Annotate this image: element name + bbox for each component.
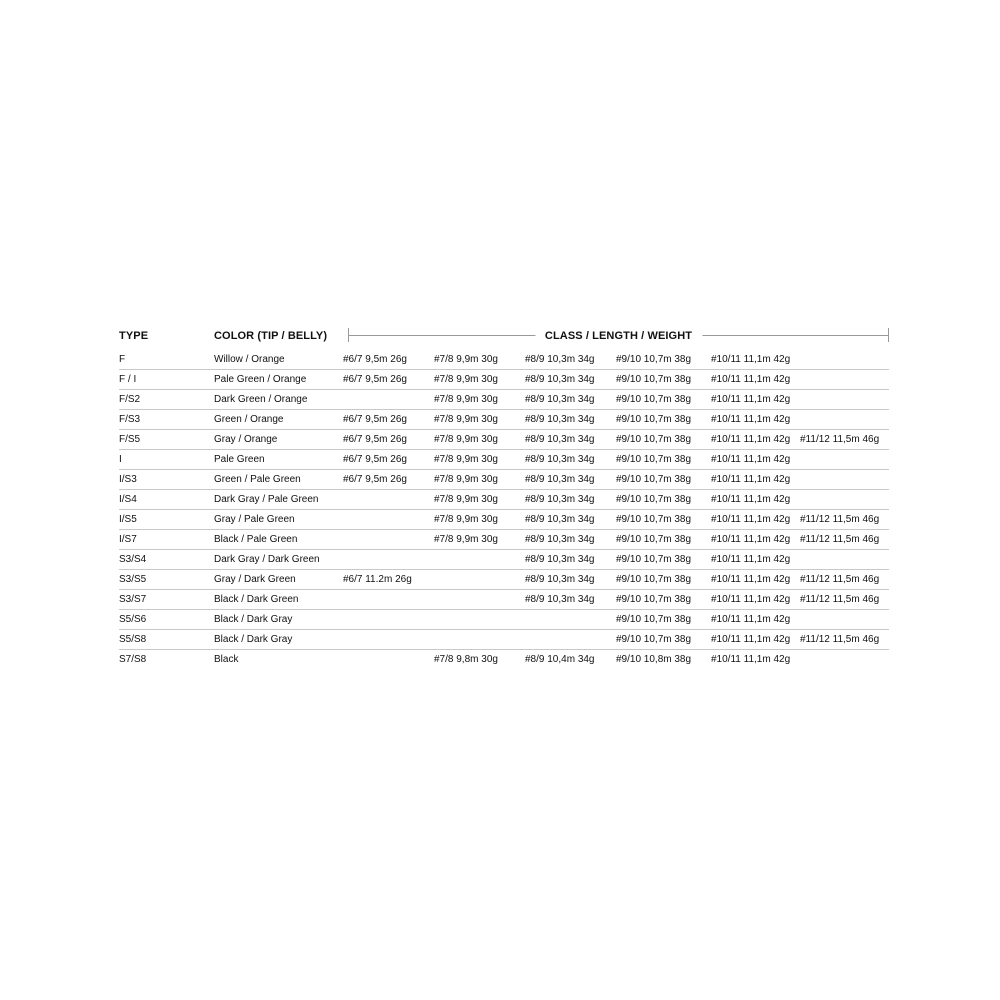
cell-class: #7/8 9,9m 30g — [434, 354, 498, 365]
cell-class: #10/11 11,1m 42g — [711, 654, 791, 665]
cell-class: #9/10 10,7m 38g — [616, 374, 692, 385]
cell-class: #6/7 11.2m 26g — [343, 574, 412, 585]
cell-color: Gray / Dark Green — [214, 574, 296, 585]
cell-class: #9/10 10,7m 38g — [616, 594, 692, 605]
cell-color: Green / Orange — [214, 414, 284, 425]
table-row — [119, 430, 889, 450]
cell-class: #8/9 10,3m 34g — [525, 574, 595, 585]
cell-class: #9/10 10,7m 38g — [616, 454, 692, 465]
cell-class: #11/12 11,5m 46g — [800, 574, 880, 585]
cell-class: #10/11 11,1m 42g — [711, 514, 791, 525]
table-row — [119, 450, 889, 470]
cell-type: S3/S5 — [119, 574, 147, 585]
cell-color: Black — [214, 654, 239, 665]
header-color: COLOR (TIP / BELLY) — [214, 330, 328, 342]
table-row — [119, 650, 889, 670]
cell-type: S5/S8 — [119, 634, 147, 645]
header-type: TYPE — [119, 330, 149, 342]
cell-class: #9/10 10,7m 38g — [616, 474, 692, 485]
cell-class: #9/10 10,7m 38g — [616, 554, 692, 565]
cell-class: #11/12 11,5m 46g — [800, 594, 880, 605]
cell-type: F / I — [119, 374, 137, 385]
cell-class: #8/9 10,3m 34g — [525, 354, 595, 365]
cell-class: #10/11 11,1m 42g — [711, 454, 791, 465]
cell-color: Black / Dark Green — [214, 594, 299, 605]
cell-class: #7/8 9,8m 30g — [434, 654, 498, 665]
cell-type: I/S3 — [119, 474, 137, 485]
cell-class: #8/9 10,3m 34g — [525, 394, 595, 405]
cell-type: S7/S8 — [119, 654, 147, 665]
cell-class: #8/9 10,3m 34g — [525, 514, 595, 525]
cell-class: #10/11 11,1m 42g — [711, 474, 791, 485]
table-row — [119, 410, 889, 430]
cell-type: S3/S4 — [119, 554, 147, 565]
cell-type: F/S2 — [119, 394, 141, 405]
cell-class: #6/7 9,5m 26g — [343, 374, 407, 385]
cell-class: #10/11 11,1m 42g — [711, 394, 791, 405]
cell-class: #10/11 11,1m 42g — [711, 374, 791, 385]
cell-type: I/S5 — [119, 514, 137, 525]
cell-class: #7/8 9,9m 30g — [434, 374, 498, 385]
cell-class: #10/11 11,1m 42g — [711, 534, 791, 545]
cell-color: Dark Gray / Pale Green — [214, 494, 319, 505]
cell-class: #6/7 9,5m 26g — [343, 474, 407, 485]
table-row — [119, 630, 889, 650]
cell-class: #10/11 11,1m 42g — [711, 594, 791, 605]
cell-class: #8/9 10,3m 34g — [525, 434, 595, 445]
cell-class: #7/8 9,9m 30g — [434, 394, 498, 405]
cell-class: #6/7 9,5m 26g — [343, 414, 407, 425]
cell-class: #10/11 11,1m 42g — [711, 354, 791, 365]
cell-color: Dark Gray / Dark Green — [214, 554, 320, 565]
cell-color: Dark Green / Orange — [214, 394, 308, 405]
cell-class: #9/10 10,8m 38g — [616, 654, 692, 665]
cell-class: #8/9 10,3m 34g — [525, 594, 595, 605]
cell-class: #9/10 10,7m 38g — [616, 394, 692, 405]
cell-type: S3/S7 — [119, 594, 147, 605]
cell-class: #8/9 10,3m 34g — [525, 554, 595, 565]
cell-class: #9/10 10,7m 38g — [616, 494, 692, 505]
table-row — [119, 570, 889, 590]
table-row — [119, 510, 889, 530]
cell-color: Black / Pale Green — [214, 534, 298, 545]
bracket-left-tick — [348, 328, 349, 342]
cell-class: #7/8 9,9m 30g — [434, 454, 498, 465]
cell-type: S5/S6 — [119, 614, 147, 625]
cell-class: #7/8 9,9m 30g — [434, 494, 498, 505]
header-row — [119, 326, 889, 346]
cell-color: Gray / Orange — [214, 434, 278, 445]
cell-class: #8/9 10,3m 34g — [525, 534, 595, 545]
cell-class: #7/8 9,9m 30g — [434, 474, 498, 485]
cell-class: #11/12 11,5m 46g — [800, 514, 880, 525]
cell-class: #8/9 10,4m 34g — [525, 654, 595, 665]
cell-color: Pale Green / Orange — [214, 374, 307, 385]
cell-class: #7/8 9,9m 30g — [434, 514, 498, 525]
cell-class: #7/8 9,9m 30g — [434, 534, 498, 545]
cell-type: I/S7 — [119, 534, 137, 545]
table-row — [119, 590, 889, 610]
cell-type: F/S3 — [119, 414, 141, 425]
cell-class: #10/11 11,1m 42g — [711, 614, 791, 625]
table-row — [119, 550, 889, 570]
table-row — [119, 350, 889, 370]
cell-color: Black / Dark Gray — [214, 614, 293, 625]
table-row — [119, 390, 889, 410]
table-row — [119, 470, 889, 490]
cell-color: Willow / Orange — [214, 354, 285, 365]
cell-class: #10/11 11,1m 42g — [711, 434, 791, 445]
cell-class: #8/9 10,3m 34g — [525, 474, 595, 485]
cell-class: #6/7 9,5m 26g — [343, 354, 407, 365]
cell-class: #10/11 11,1m 42g — [711, 554, 791, 565]
bracket-right-tick — [888, 328, 889, 342]
cell-class: #8/9 10,3m 34g — [525, 374, 595, 385]
cell-class: #9/10 10,7m 38g — [616, 434, 692, 445]
cell-class: #9/10 10,7m 38g — [616, 574, 692, 585]
cell-class: #7/8 9,9m 30g — [434, 414, 498, 425]
cell-class: #9/10 10,7m 38g — [616, 634, 692, 645]
header-class: CLASS / LENGTH / WEIGHT — [535, 330, 702, 342]
cell-color: Pale Green — [214, 454, 265, 465]
cell-class: #8/9 10,3m 34g — [525, 494, 595, 505]
table-row — [119, 610, 889, 630]
cell-class: #6/7 9,5m 26g — [343, 434, 407, 445]
table-row — [119, 530, 889, 550]
cell-type: F — [119, 354, 126, 365]
cell-class: #10/11 11,1m 42g — [711, 494, 791, 505]
cell-class: #9/10 10,7m 38g — [616, 354, 692, 365]
cell-class: #11/12 11,5m 46g — [800, 634, 880, 645]
cell-class: #7/8 9,9m 30g — [434, 434, 498, 445]
cell-type: F/S5 — [119, 434, 141, 445]
cell-class: #11/12 11,5m 46g — [800, 434, 880, 445]
cell-color: Black / Dark Gray — [214, 634, 293, 645]
cell-class: #9/10 10,7m 38g — [616, 534, 692, 545]
spec-table — [119, 326, 889, 670]
table-row — [119, 370, 889, 390]
header-class-bracket — [348, 326, 889, 346]
cell-color: Green / Pale Green — [214, 474, 301, 485]
cell-class: #10/11 11,1m 42g — [711, 414, 791, 425]
cell-class: #6/7 9,5m 26g — [343, 454, 407, 465]
cell-class: #10/11 11,1m 42g — [711, 634, 791, 645]
cell-class: #9/10 10,7m 38g — [616, 514, 692, 525]
cell-class: #10/11 11,1m 42g — [711, 574, 791, 585]
cell-class: #11/12 11,5m 46g — [800, 534, 880, 545]
cell-class: #9/10 10,7m 38g — [616, 414, 692, 425]
cell-type: I/S4 — [119, 494, 137, 505]
table-row — [119, 490, 889, 510]
cell-class: #8/9 10,3m 34g — [525, 414, 595, 425]
cell-color: Gray / Pale Green — [214, 514, 295, 525]
cell-class: #9/10 10,7m 38g — [616, 614, 692, 625]
table-body — [119, 350, 889, 670]
cell-type: I — [119, 454, 122, 465]
cell-class: #8/9 10,3m 34g — [525, 454, 595, 465]
